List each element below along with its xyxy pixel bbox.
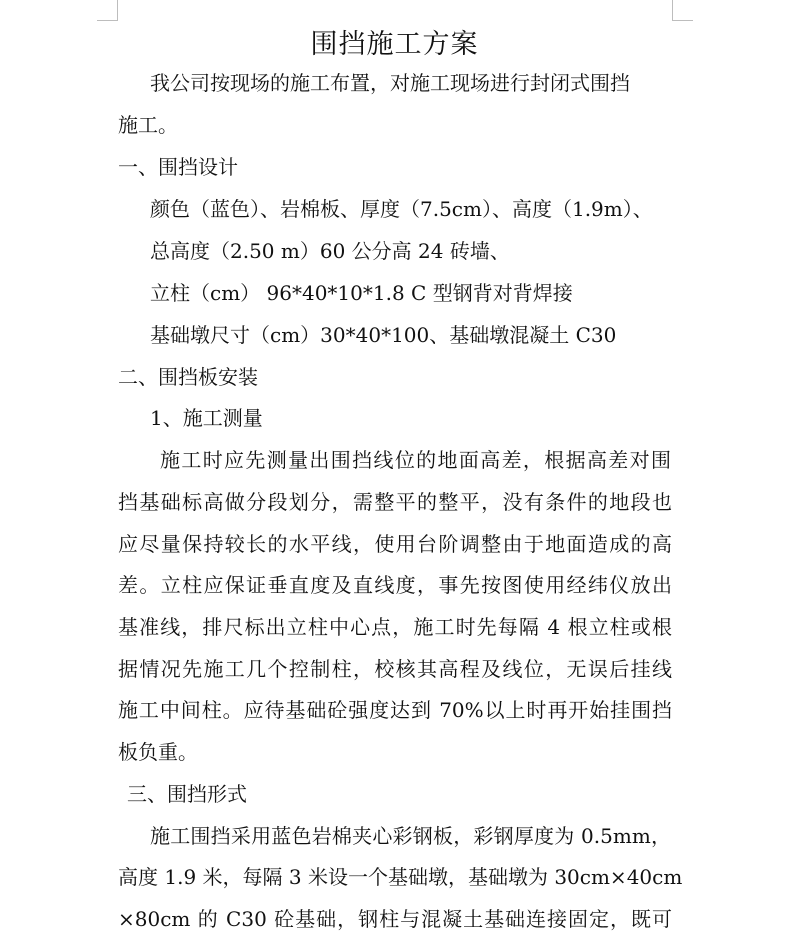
paragraph-line: 我公司按现场的施工布置，对施工现场进行封闭式围挡	[150, 71, 630, 95]
paragraph-line: ×80cm 的 C30 砼基础，钢柱与混凝土基础连接固定，既可	[118, 907, 672, 931]
paragraph-line: 据情况先施工几个控制柱，校核其高程及线位，无误后挂线	[118, 657, 672, 681]
paragraph-line: 板负重。	[118, 740, 198, 764]
paragraph-line: 挡基础标高做分段划分，需整平的整平，没有条件的地段也	[118, 490, 672, 514]
crop-mark-top-right	[672, 0, 693, 21]
paragraph-line: 应尽量保持较长的水平线，使用台阶调整由于地面造成的高	[118, 532, 672, 556]
paragraph-line: 颜色（蓝色）、岩棉板、厚度（7.5cm）、高度（1.9m）、	[150, 197, 653, 221]
paragraph-line: 施工中间柱。应待基础砼强度达到 70%以上时再开始挂围挡	[118, 698, 672, 722]
paragraph-line: 总高度（2.50 m）60 公分高 24 砖墙、	[150, 239, 510, 263]
section-heading: 三、围挡形式	[127, 782, 247, 806]
paragraph-line: 差。立柱应保证垂直度及直线度，事先按图使用经纬仪放出	[118, 573, 672, 597]
paragraph-line: 施工围挡采用蓝色岩棉夹心彩钢板，彩钢厚度为 0.5mm，	[150, 824, 671, 848]
section-heading: 二、围挡板安装	[118, 365, 258, 389]
paragraph-line: 基础墩尺寸（cm）30*40*100、基础墩混凝土 C30	[150, 323, 617, 347]
section-heading: 一、围挡设计	[118, 155, 238, 179]
crop-mark-top-left	[97, 0, 118, 21]
paragraph-line: 施工时应先测量出围挡线位的地面高差，根据高差对围	[160, 448, 671, 472]
paragraph-line: 立柱（cm） 96*40*10*1.8 C 型钢背对背焊接	[150, 281, 573, 305]
document-title: 围挡施工方案	[310, 29, 479, 60]
paragraph-line: 高度 1.9 米，每隔 3 米设一个基础墩，基础墩为 30cm×40cm	[118, 865, 683, 889]
paragraph-line: 施工。	[118, 113, 178, 137]
subsection-heading: 1、施工测量	[150, 406, 263, 430]
paragraph-line: 基准线，排尺标出立柱中心点，施工时先每隔 4 根立柱或根	[118, 615, 672, 639]
